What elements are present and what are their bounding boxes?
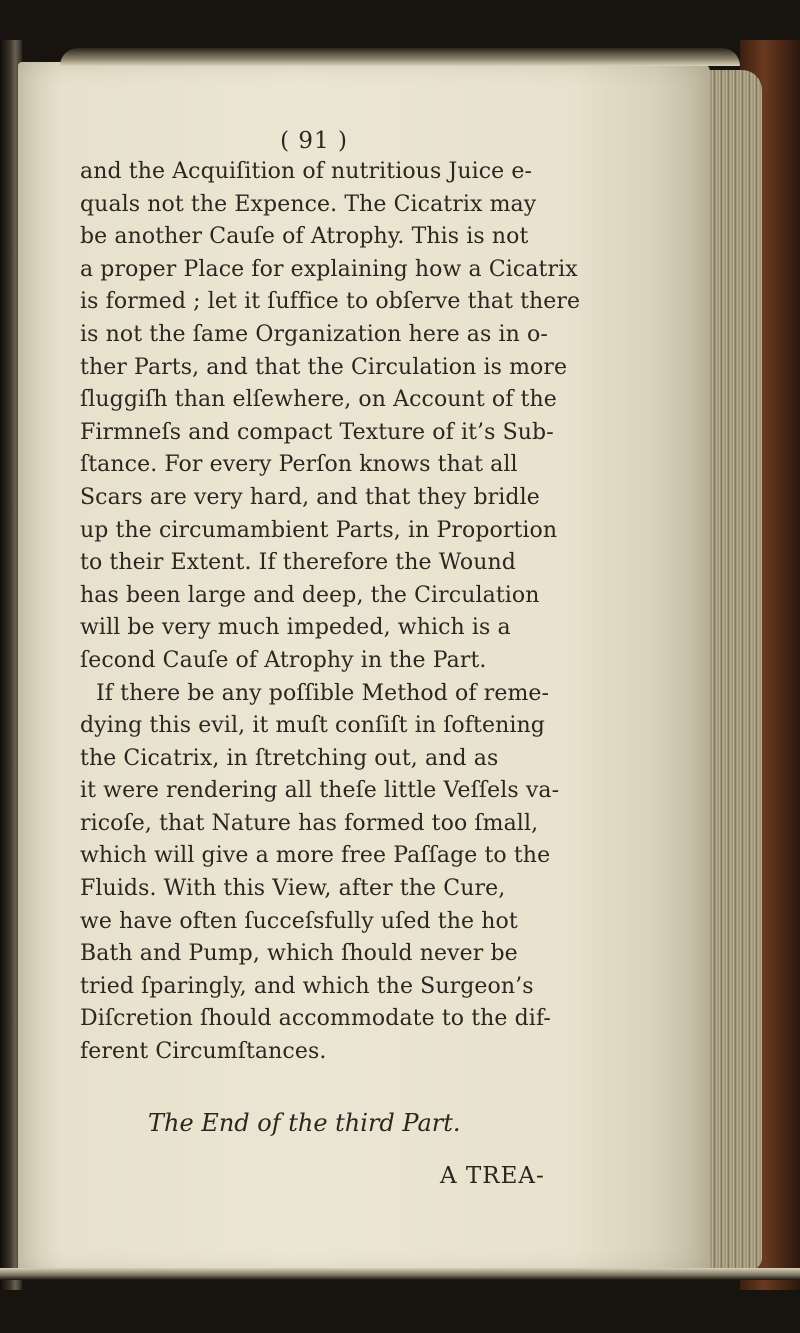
text-line: be another Cauſe of Atrophy. This is not xyxy=(80,224,529,250)
text-line: will be very much impeded, which is a xyxy=(80,615,511,641)
text-line: Firmneſs and compact Texture of it’s Sub- xyxy=(80,419,554,445)
text-line: Bath and Pump, which ſhould never be xyxy=(80,941,518,967)
page-bottom-edge xyxy=(0,1268,800,1280)
text-line: is not the ſame Organization here as in o- xyxy=(80,321,548,347)
text-line: dying this evil, it muſt conſiſt in ſoftening xyxy=(80,713,545,739)
text-line: which will give a more free Paſſage to the xyxy=(80,843,551,869)
text-line: is formed ; let it ſuffice to obſerve that there xyxy=(80,289,581,315)
catchword: A TREA- xyxy=(440,1162,545,1189)
text-line: ſluggiſh than elſewhere, on Account of the xyxy=(80,387,557,413)
page-number: ( 91 ) xyxy=(280,128,348,154)
text-line: Fluids. With this View, after the Cure, xyxy=(80,876,506,902)
text-line: it were rendering all theſe little Veſſels va- xyxy=(80,778,560,804)
text-line: ricoſe, that Nature has formed too ſmall, xyxy=(80,810,539,836)
text-line: we have often ſucceſsfully uſed the hot xyxy=(80,908,518,934)
text-line: and the Acquiſition of nutritious Juice e- xyxy=(80,159,533,184)
text-line: If there be any poſſible Method of reme- xyxy=(96,680,550,706)
text-line: Diſcretion ſhould accommodate to the dif- xyxy=(80,1006,551,1032)
page-text xyxy=(80,128,608,1191)
text-line: up the circumambient Parts, in Proportion xyxy=(80,517,558,543)
text-line: to their Extent. If therefore the Wound xyxy=(80,550,516,576)
text-line: the Cicatrix, in ſtretching out, and as xyxy=(80,745,499,771)
text-line: quals not the Expence. The Cicatrix may xyxy=(80,191,537,217)
body-paragraphs xyxy=(80,156,608,1069)
text-line: ther Parts, and that the Circulation is more xyxy=(80,354,568,380)
text-line: Scars are very hard, and that they bridle xyxy=(80,484,540,510)
text-line: ſecond Cauſe of Atrophy in the Part. xyxy=(80,647,487,673)
text-line: tried ſparingly, and which the Surgeon’s xyxy=(80,973,534,999)
page-top-edge xyxy=(60,48,740,66)
text-line: ſtance. For every Perſon knows that all xyxy=(80,452,518,478)
end-of-part-heading: The End of the third Part. xyxy=(148,1108,461,1137)
text-line: has been large and deep, the Circulation xyxy=(80,582,540,608)
text-line: a proper Place for explaining how a Cicatrix xyxy=(80,256,578,282)
text-line: ferent Circumſtances. xyxy=(80,1039,327,1065)
